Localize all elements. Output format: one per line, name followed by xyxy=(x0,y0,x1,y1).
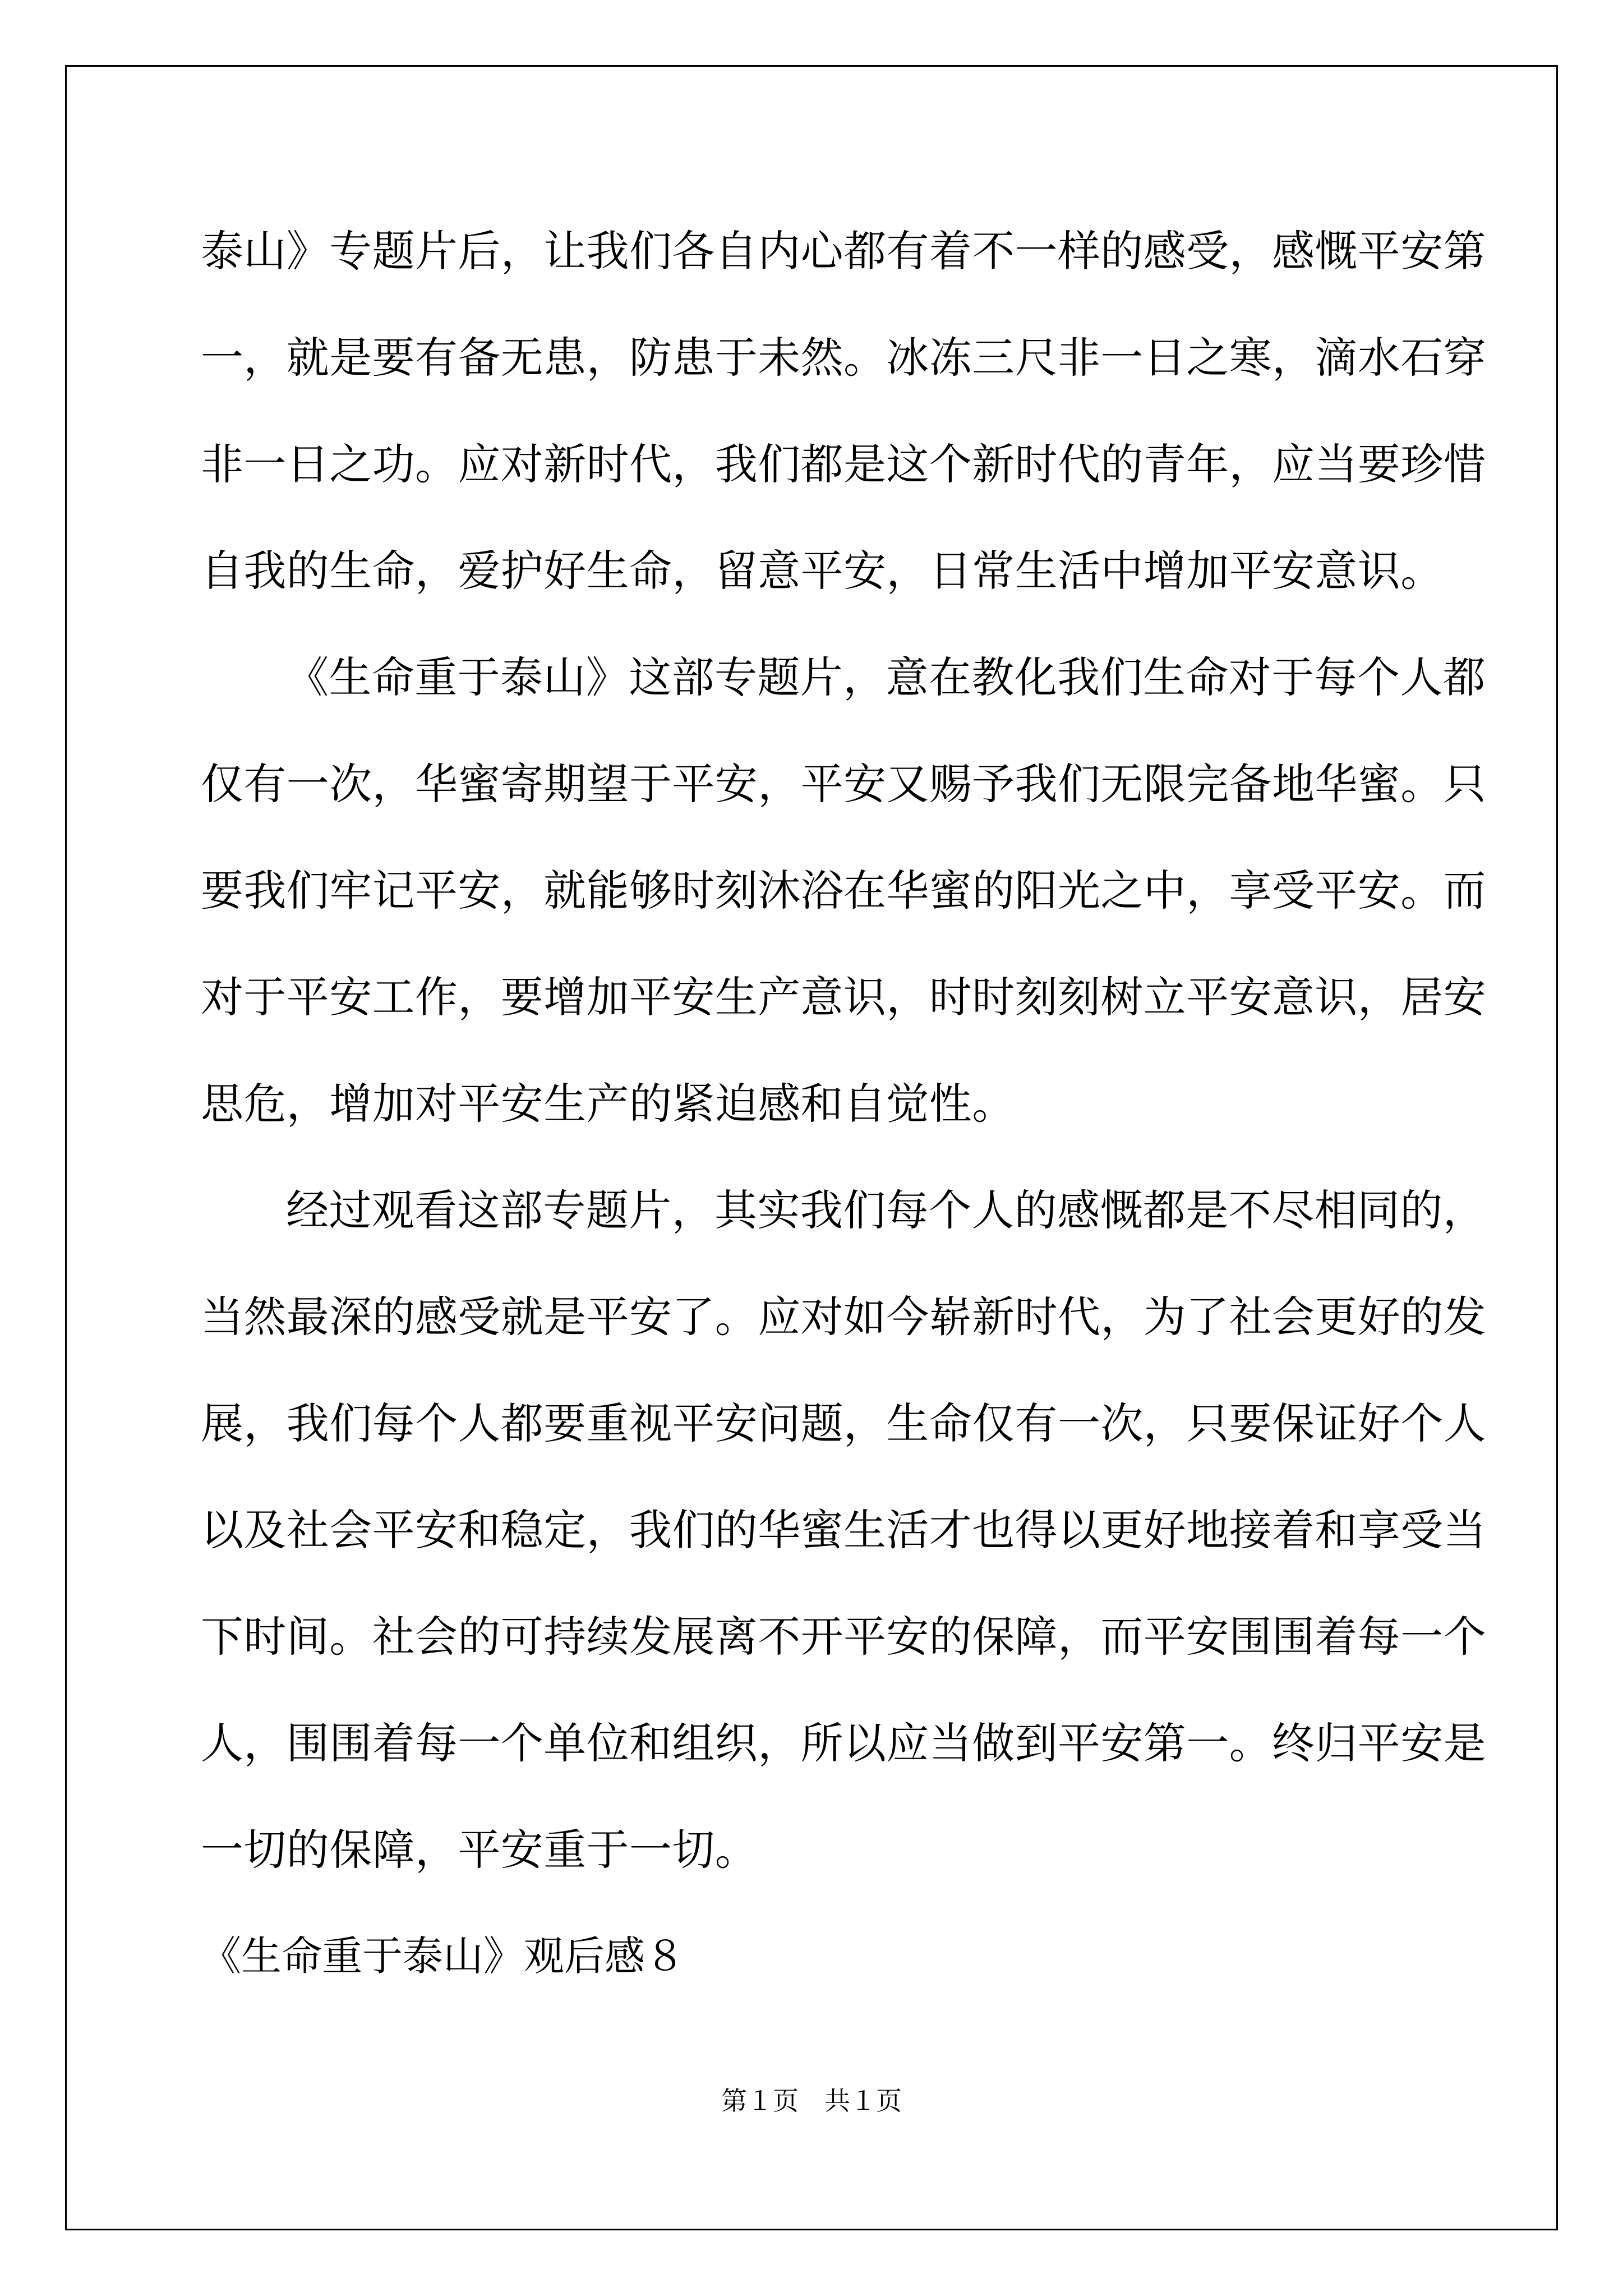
paragraph xyxy=(201,210,1486,637)
text-line: 自我的生命，爱护好生命，留意平安，日常生活中增加平安意识。 xyxy=(201,546,1444,596)
text-line: 《生命重于泰山》这部专题片，意在教化我们生命对于每个人都 xyxy=(286,652,1486,702)
text-line: 思危，增加对平安生产的紧迫感和自觉性。 xyxy=(201,1079,1015,1129)
text-line: 经过观看这部专题片，其实我们每个人的感慨都是不尽相同的， xyxy=(286,1185,1486,1235)
text-line: 要我们牢记平安，就能够时刻沐浴在华蜜的阳光之中，享受平安。而 xyxy=(201,866,1486,915)
text-line: 仅有一次，华蜜寄期望于平安，平安又赐予我们无限完备地华蜜。只 xyxy=(201,759,1486,809)
paragraph xyxy=(201,1170,1486,1916)
page-number-footer: 第１页 共１页 xyxy=(721,2086,902,2116)
document-body xyxy=(201,210,1486,2022)
text-line: 人，围围着每一个单位和组织，所以应当做到平安第一。终归平安是 xyxy=(201,1718,1486,1768)
text-line: 对于平安工作，要增加平安生产意识，时时刻刻树立平安意识，居安 xyxy=(201,972,1486,1022)
text-line: 一切的保障，平安重于一切。 xyxy=(201,1825,758,1875)
text-line: 展，我们每个人都要重视平安问题，生命仅有一次，只要保证好个人 xyxy=(201,1398,1486,1448)
text-line: 泰山》专题片后，让我们各自内心都有着不一样的感受，感慨平安第 xyxy=(201,226,1486,276)
section-heading: 《生命重于泰山》观后感８ xyxy=(201,1932,686,1980)
paragraph xyxy=(201,637,1486,1170)
text-line: 下时间。社会的可持续发展离不开平安的保障，而平安围围着每一个 xyxy=(201,1612,1486,1662)
text-line: 非一日之功。应对新时代，我们都是这个新时代的青年，应当要珍惜 xyxy=(201,439,1486,489)
text-line: 一，就是要有备无患，防患于未然。冰冻三尺非一日之寒，滴水石穿 xyxy=(201,333,1486,383)
text-line: 以及社会平安和稳定，我们的华蜜生活才也得以更好地接着和享受当 xyxy=(201,1505,1486,1555)
text-line: 当然最深的感受就是平安了。应对如今崭新时代，为了社会更好的发 xyxy=(201,1292,1486,1342)
